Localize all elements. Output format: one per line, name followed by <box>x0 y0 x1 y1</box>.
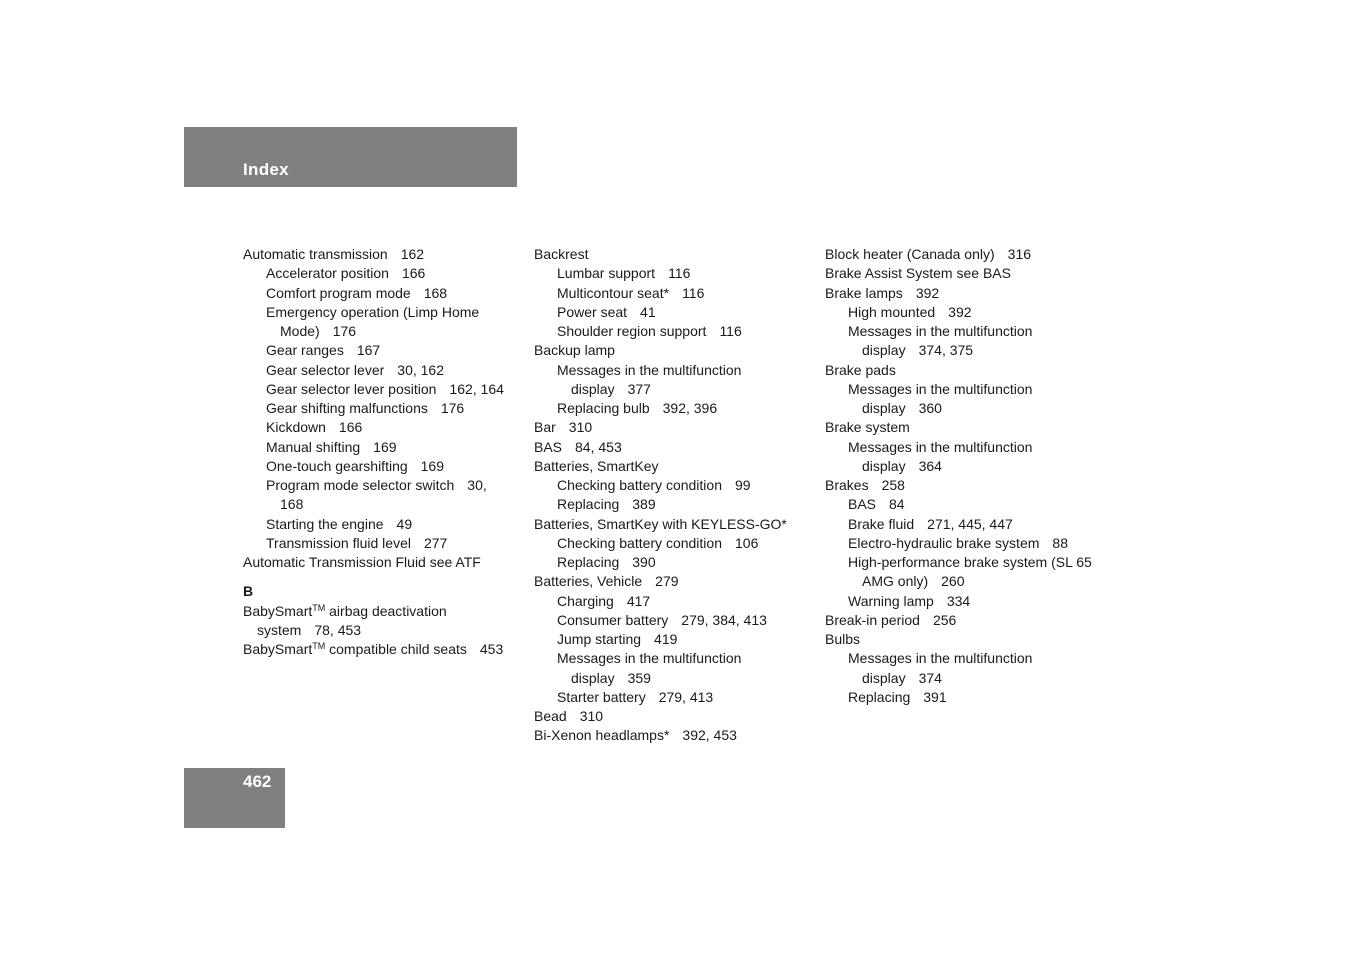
index-subentry: Consumer battery 279, 384, 413 <box>557 611 767 628</box>
index-entry: Automatic Transmission Fluid see ATF <box>243 554 481 570</box>
index-entry: Brake pads <box>825 361 896 378</box>
index-subentry: Shoulder region support 116 <box>557 323 742 339</box>
index-entry: BAS 84, 453 <box>534 438 622 455</box>
index-entry: Brakes 258 <box>825 477 905 493</box>
index-subentry: Replacing 389 <box>557 496 656 513</box>
index-subentry: Checking battery condition 106 <box>557 534 759 551</box>
index-subentry-continued: 168 <box>280 496 304 513</box>
index-subentry: Power seat 41 <box>557 303 656 320</box>
index-subentry-continued: display 374, 375 <box>862 342 974 359</box>
page-number: 462 <box>243 772 272 791</box>
index-entry: BabySmart™ airbag deactivation <box>243 602 447 619</box>
index-subentry-continued: display 377 <box>571 380 651 397</box>
index-subentry: Accelerator position 166 <box>266 265 426 282</box>
index-entry: Bead 310 <box>534 708 604 724</box>
index-subentry: Replacing 391 <box>848 688 947 705</box>
index-entry: Brake system <box>825 419 910 436</box>
trademark-superscript: TM <box>312 641 326 651</box>
index-entry: Backup lamp <box>534 342 615 359</box>
index-entry: Batteries, SmartKey with KEYLESS-GO* <box>534 515 787 532</box>
index-entry: BabySmart™ compatible child seats 453 <box>243 641 504 657</box>
index-subentry: Kickdown 166 <box>266 419 363 436</box>
index-subentry: Messages in the multifunction <box>848 323 1033 339</box>
index-subentry: Comfort program mode 168 <box>266 284 448 301</box>
index-entry: Automatic transmission 162 <box>243 246 425 262</box>
index-entry: Bar 310 <box>534 419 593 436</box>
index-column-3 <box>825 245 1110 707</box>
index-subentry: Gear shifting malfunctions 176 <box>266 400 465 416</box>
index-subentry: High mounted 392 <box>848 303 972 320</box>
index-subentry: Manual shifting 169 <box>266 438 397 455</box>
index-subentry: Emergency operation (Limp Home <box>266 303 480 320</box>
index-entry: Block heater (Canada only) 316 <box>825 246 1032 262</box>
index-subentry-continued: display 359 <box>571 669 651 686</box>
index-subentry-continued: display 360 <box>862 400 942 416</box>
index-subentry: Jump starting 419 <box>557 631 678 647</box>
index-subentry: Warning lamp 334 <box>848 592 971 609</box>
index-entry: Backrest <box>534 246 589 262</box>
index-column-1 <box>243 245 521 659</box>
index-subentry: Messages in the multifunction <box>848 438 1033 455</box>
index-subentry-continued: AMG only) 260 <box>862 573 965 590</box>
index-subentry: Charging 417 <box>557 592 651 609</box>
index-subentry-continued: Mode) 176 <box>280 323 357 339</box>
index-subentry: High-performance brake system (SL 65 <box>848 554 1092 570</box>
index-subentry: Starter battery 279, 413 <box>557 688 714 705</box>
index-entry: Batteries, SmartKey <box>534 457 659 474</box>
index-subentry: BAS 84 <box>848 496 905 513</box>
index-subentry: Gear ranges 167 <box>266 342 381 359</box>
index-subentry-continued: display 364 <box>862 457 942 474</box>
index-subentry-continued: display 374 <box>862 669 942 686</box>
index-entry: Break-in period 256 <box>825 611 957 628</box>
index-entry: Bulbs <box>825 631 861 647</box>
index-header-band <box>184 127 517 187</box>
index-subentry: Messages in the multifunction <box>848 650 1033 667</box>
index-subentry: Replacing 390 <box>557 554 656 570</box>
index-subentry: Multicontour seat* 116 <box>557 284 705 301</box>
index-subentry: Program mode selector switch 30, <box>266 477 487 493</box>
index-subentry: One-touch gearshifting 169 <box>266 457 444 474</box>
index-column-2 <box>534 245 814 746</box>
page-title: Index <box>243 160 289 179</box>
index-subentry: Lumbar support 116 <box>557 265 691 282</box>
index-subentry: Checking battery condition 99 <box>557 477 751 493</box>
index-subentry: Electro-hydraulic brake system 88 <box>848 534 1068 551</box>
index-subentry: Messages in the multifunction <box>557 650 742 667</box>
index-subentry: Starting the engine 49 <box>266 515 413 532</box>
index-entry: Brake lamps 392 <box>825 284 940 301</box>
section-letter-heading: B <box>243 583 254 600</box>
index-subentry: Messages in the multifunction <box>848 380 1033 397</box>
page-number-band <box>184 768 285 828</box>
index-subentry: Gear selector lever position 162, 164 <box>266 380 504 397</box>
index-subentry: Replacing bulb 392, 396 <box>557 400 718 416</box>
index-entry: Batteries, Vehicle 279 <box>534 573 679 590</box>
trademark-superscript: TM <box>312 602 326 613</box>
index-subentry: Messages in the multifunction <box>557 361 742 378</box>
index-subentry: Brake fluid 271, 445, 447 <box>848 515 1013 532</box>
index-subentry: Gear selector lever 30, 162 <box>266 361 444 378</box>
index-subentry: Transmission fluid level 277 <box>266 534 448 551</box>
index-entry: Bi-Xenon headlamps* 392, 453 <box>534 727 737 744</box>
index-entry: Brake Assist System see BAS <box>825 265 1011 282</box>
index-entry-continued: system 78, 453 <box>257 621 362 638</box>
